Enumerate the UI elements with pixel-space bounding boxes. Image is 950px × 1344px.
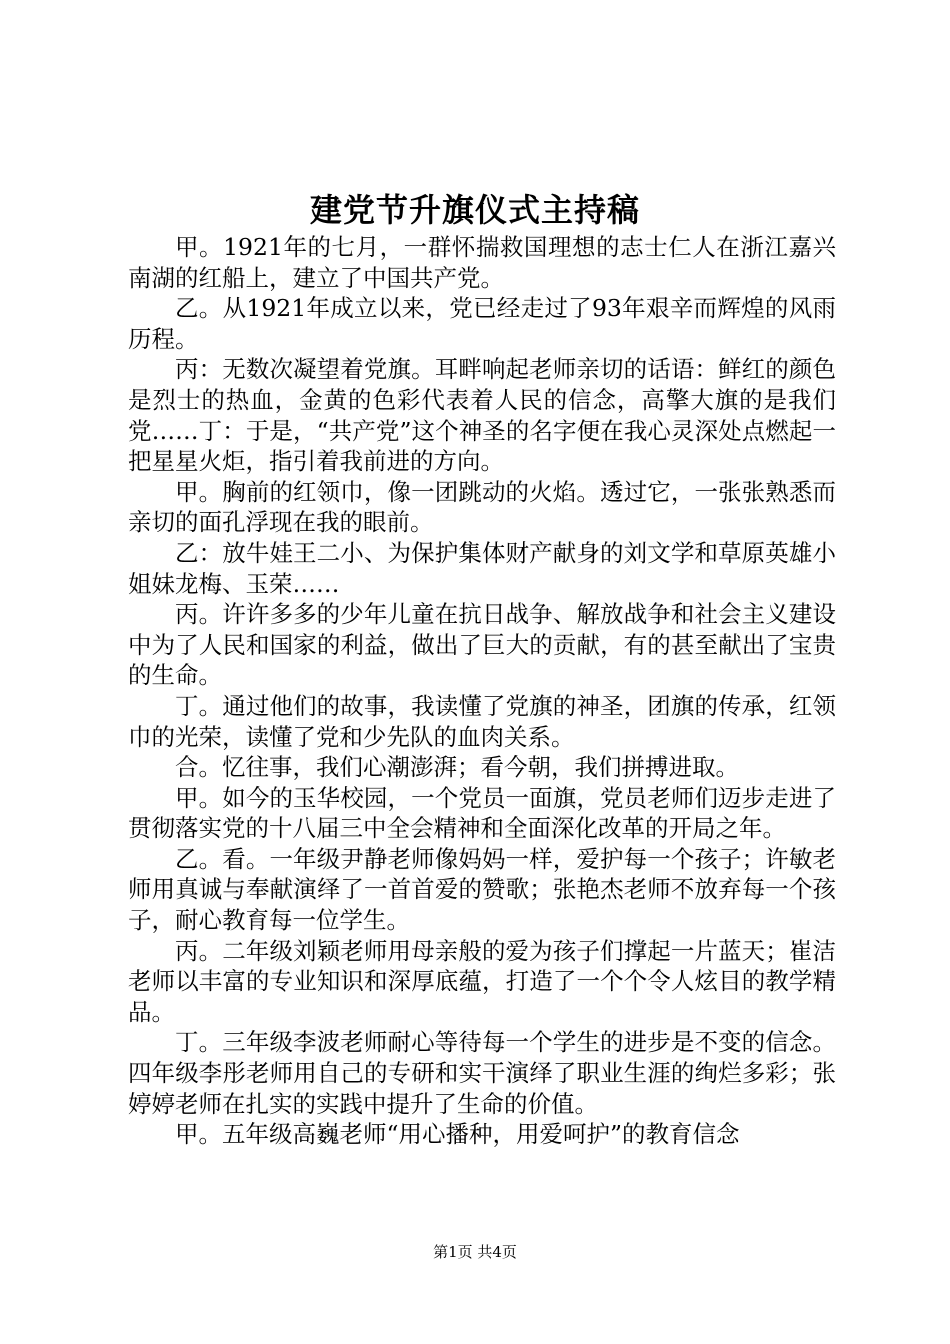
paragraph: 乙。从1921年成立以来，党已经走过了93年艰辛而辉煌的风雨历程。 — [128, 294, 836, 353]
paragraph: 丁。三年级李波老师耐心等待每一个学生的进步是不变的信念。四年级李彤老师用自己的专研和实干演绎了职业生涯的绚烂多彩；张婷婷老师在扎实的实践中提升了生命的价值。 — [128, 1028, 836, 1118]
paragraph: 甲。胸前的红领巾，像一团跳动的火焰。透过它，一张张熟悉而亲切的面孔浮现在我的眼前。 — [128, 477, 836, 537]
document-title: 建党节升旗仪式主持稿 — [309, 191, 640, 229]
paragraph: 合。忆往事，我们心潮澎湃；看今朝，我们拼搏进取。 — [175, 753, 739, 782]
paragraph: 甲。如今的玉华校园，一个党员一面旗，党员老师们迈步走进了贯彻落实党的十八届三中全会精神和全面深化改革的开局之年。 — [128, 783, 836, 843]
paragraph: 甲。五年级高巍老师“用心播种，用爱呵护”的教育信念 — [175, 1120, 740, 1149]
document-body — [128, 232, 836, 1150]
paragraph: 甲。1921年的七月，一群怀揣救国理想的志士仁人在浙江嘉兴南湖的红船上，建立了中国共产党。 — [128, 233, 836, 292]
paragraph: 乙：放牛娃王二小、为保护集体财产献身的刘文学和草原英雄小姐妹龙梅、玉荣…… — [128, 538, 836, 598]
paragraph: 丙。许许多多的少年儿童在抗日战争、解放战争和社会主义建设中为了人民和国家的利益，做出了巨大的贡献，有的甚至献出了宝贵的生命。 — [128, 600, 836, 690]
paragraph: 乙。看。一年级尹静老师像妈妈一样，爱护每一个孩子；许敏老师用真诚与奉献演绎了一首首爱的赞歌；张艳杰老师不放弃每一个孩子，耐心教育每一位学生。 — [128, 844, 836, 935]
paragraph: 丁。通过他们的故事，我读懂了党旗的神圣，团旗的传承，红领巾的光荣，读懂了党和少先队的血肉关系。 — [128, 691, 836, 751]
paragraph: 丙。二年级刘颖老师用母亲般的爱为孩子们撑起一片蓝天；崔洁老师以丰富的专业知识和深厚底蕴，打造了一个个令人炫目的教学精品。 — [128, 936, 836, 1026]
paragraph: 丙：无数次凝望着党旗。耳畔响起老师亲切的话语：鲜红的颜色是烈士的热血，金黄的色彩代表着人民的信念，高擎大旗的是我们党……丁：于是，“共产党”这个神圣的名字便在我心灵深处点燃起一把星星火炬，指引着我前进的方向。 — [128, 355, 836, 476]
page-number-footer: 第1页 共4页 — [433, 1243, 517, 1261]
